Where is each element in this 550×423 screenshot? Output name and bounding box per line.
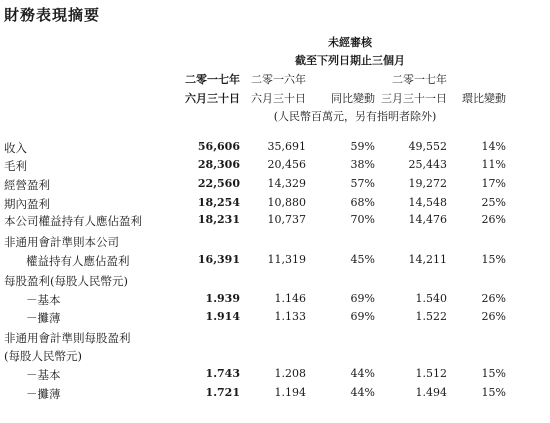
cell-2017-mar31: 14,211 (408, 253, 447, 266)
cell-2017-mar31: 14,548 (408, 196, 447, 209)
cell-2017-mar31: 25,443 (408, 158, 447, 171)
cell-yoy-change: 57% (350, 177, 375, 190)
cell-2017-jun30: 18,231 (197, 213, 240, 226)
cell-2017-jun30: 1.721 (205, 386, 240, 399)
row-label: 每股盈利(每股人民幣元) (4, 274, 128, 288)
header-col4-line1: 二零一七年 (392, 73, 447, 86)
cell-2016-jun30: 10,737 (267, 213, 306, 226)
row-label: 本公司權益持有人應佔盈利 (4, 214, 142, 228)
cell-2017-mar31: 1.494 (415, 386, 447, 399)
cell-qoq-change: 26% (481, 310, 506, 323)
cell-yoy-change: 44% (350, 367, 375, 380)
cell-2016-jun30: 10,880 (267, 196, 306, 209)
cell-yoy-change: 69% (350, 292, 375, 305)
cell-2016-jun30: 1.208 (274, 367, 306, 380)
row-label: 經營盈利 (4, 178, 50, 192)
header-unaudited: 未經審核 (328, 36, 372, 49)
cell-2017-jun30: 56,606 (197, 140, 240, 153)
cell-2017-jun30: 1.914 (205, 310, 240, 323)
cell-2017-jun30: 16,391 (197, 253, 240, 266)
cell-qoq-change: 26% (481, 213, 506, 226)
header-units: (人民幣百萬元，另有指明者除外) (273, 110, 437, 123)
header-col1-line2: 六月三十日 (185, 92, 240, 105)
cell-yoy-change: 45% (350, 253, 375, 266)
cell-yoy-change: 38% (350, 158, 375, 171)
cell-yoy-change: 59% (350, 140, 375, 153)
cell-2017-mar31: 1.522 (415, 310, 447, 323)
cell-2016-jun30: 11,319 (267, 253, 306, 266)
row-label: 收入 (4, 141, 27, 155)
cell-qoq-change: 26% (481, 292, 506, 305)
header-col2-line2: 六月三十日 (251, 92, 306, 105)
header-period: 截至下列日期止三個月 (295, 54, 405, 67)
row-label: －攤薄 (26, 387, 61, 401)
cell-2016-jun30: 1.146 (274, 292, 306, 305)
cell-2017-mar31: 1.512 (415, 367, 447, 380)
cell-2017-mar31: 14,476 (408, 213, 447, 226)
cell-2017-mar31: 49,552 (408, 140, 447, 153)
cell-qoq-change: 15% (481, 253, 506, 266)
cell-qoq-change: 14% (481, 140, 506, 153)
row-label: 非通用會計準則本公司 (4, 235, 119, 249)
cell-yoy-change: 69% (350, 310, 375, 323)
cell-2017-mar31: 19,272 (408, 177, 447, 190)
header-col2-line1: 二零一六年 (251, 73, 306, 86)
cell-2017-jun30: 28,306 (197, 158, 240, 171)
cell-yoy-change: 70% (350, 213, 375, 226)
cell-qoq-change: 25% (481, 196, 506, 209)
cell-qoq-change: 17% (481, 177, 506, 190)
row-label: －基本 (26, 368, 61, 382)
cell-qoq-change: 15% (481, 367, 506, 380)
row-label: 非通用會計準則每股盈利 (4, 331, 131, 345)
row-label: －基本 (26, 293, 61, 307)
cell-qoq-change: 15% (481, 386, 506, 399)
cell-yoy-change: 68% (350, 196, 375, 209)
page-title: 財務表現摘要 (4, 6, 101, 24)
header-col5-line2: 環比變動 (462, 92, 506, 105)
header-col1-line1: 二零一七年 (185, 73, 240, 86)
cell-qoq-change: 11% (481, 158, 506, 171)
header-col4-line2: 三月三十一日 (381, 92, 447, 105)
row-label: (每股人民幣元) (4, 349, 82, 363)
row-label: 毛利 (4, 159, 27, 173)
row-label: 權益持有人應佔盈利 (26, 254, 130, 268)
cell-2016-jun30: 20,456 (267, 158, 306, 171)
header-col3-line2: 同比變動 (331, 92, 375, 105)
cell-2017-jun30: 18,254 (197, 196, 240, 209)
cell-yoy-change: 44% (350, 386, 375, 399)
cell-2016-jun30: 1.194 (274, 386, 306, 399)
cell-2016-jun30: 1.133 (274, 310, 306, 323)
cell-2017-jun30: 22,560 (197, 177, 240, 190)
cell-2017-mar31: 1.540 (415, 292, 447, 305)
cell-2016-jun30: 35,691 (267, 140, 306, 153)
cell-2017-jun30: 1.743 (205, 367, 240, 380)
row-label: －攤薄 (26, 311, 61, 325)
row-label: 期內盈利 (4, 197, 50, 211)
cell-2016-jun30: 14,329 (267, 177, 306, 190)
cell-2017-jun30: 1.939 (205, 292, 240, 305)
